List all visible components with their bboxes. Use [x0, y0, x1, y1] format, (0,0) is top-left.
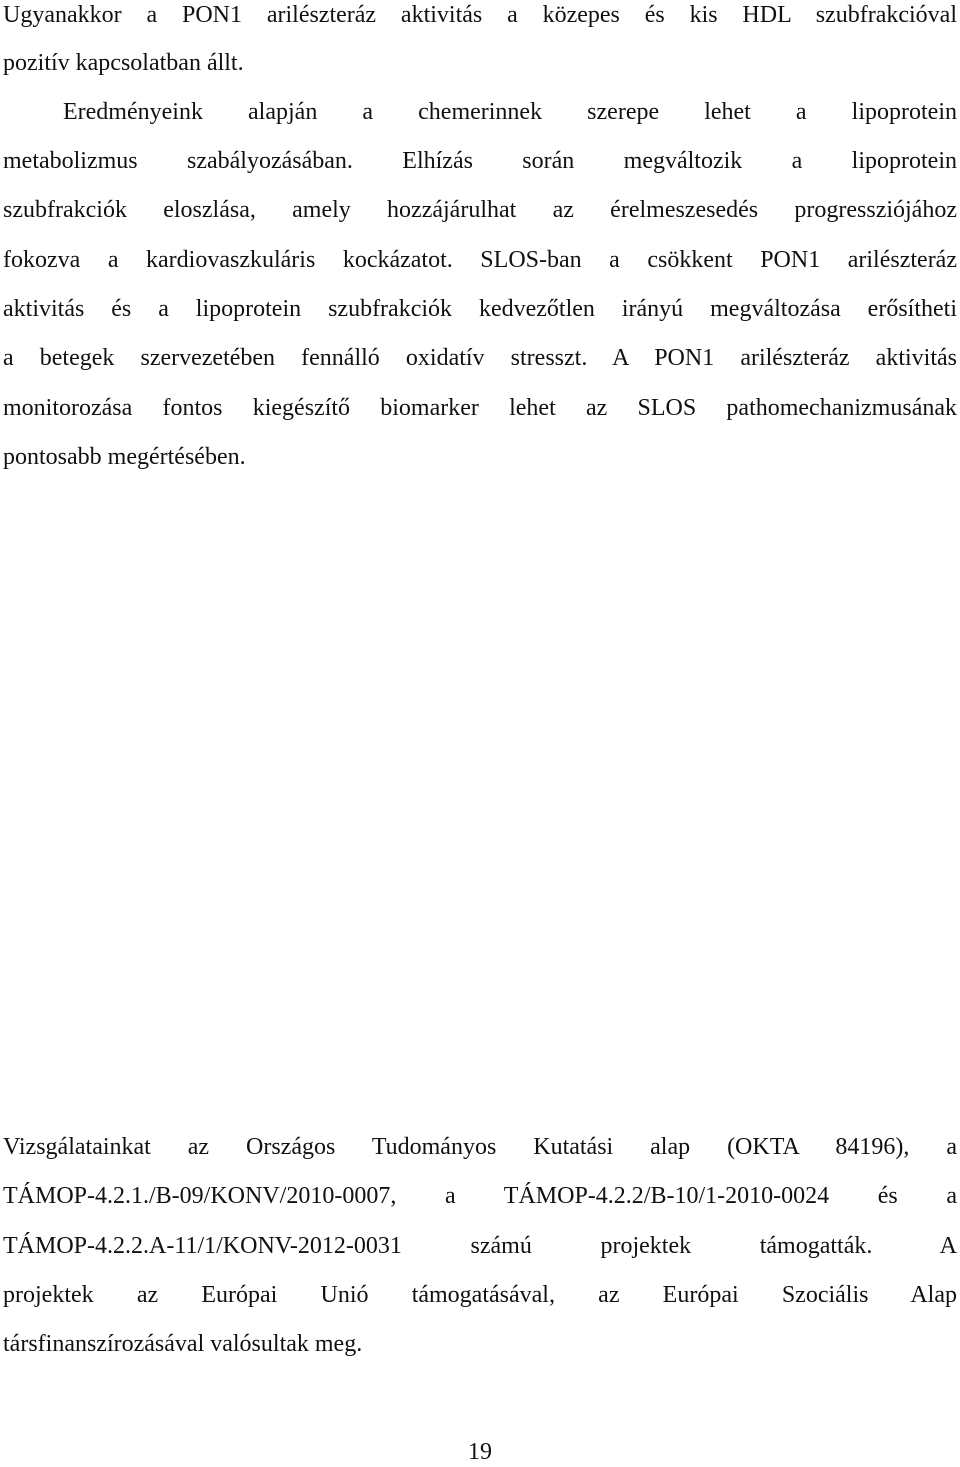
text-line: aktivitás és a lipoprotein szubfrakciók kedvezőtlen irányú megváltozása erősítheti — [3, 296, 957, 322]
text-line: Ugyanakkor a PON1 arilészteráz aktivitás a közepes és kis HDL szubfrakcióval — [3, 2, 957, 28]
text-line: TÁMOP-4.2.2.A-11/1/KONV-2012-0031 számú projektek támogatták. A — [3, 1233, 957, 1259]
text-line: fokozva a kardiovaszkuláris kockázatot. SLOS-ban a csökkent PON1 arilészteráz — [3, 247, 957, 273]
text-line: monitorozása fontos kiegészítő biomarker lehet az SLOS pathomechanizmusának — [3, 395, 957, 421]
text-line: a betegek szervezetében fennálló oxidatív stresszt. A PON1 arilészteráz aktivitás — [3, 345, 957, 371]
page-number: 19 — [468, 1439, 492, 1465]
text-line: társfinanszírozásával valósultak meg. — [3, 1331, 363, 1357]
text-line: metabolizmus szabályozásában. Elhízás során megváltozik a lipoprotein — [3, 148, 957, 174]
text-line: pozitív kapcsolatban állt. — [3, 50, 244, 76]
text-line: TÁMOP-4.2.1./B-09/KONV/2010-0007, a TÁMOP-4.2.2/B-10/1-2010-0024 és a — [3, 1183, 957, 1209]
text-line: projektek az Európai Unió támogatásával, az Európai Szociális Alap — [3, 1282, 957, 1308]
text-line: szubfrakciók eloszlása, amely hozzájárulhat az érelmeszesedés progressziójához — [3, 197, 957, 223]
text-line: Vizsgálatainkat az Országos Tudományos Kutatási alap (OKTA 84196), a — [3, 1134, 957, 1160]
text-line: pontosabb megértésében. — [3, 444, 246, 470]
text-line: Eredményeink alapján a chemerinnek szerepe lehet a lipoprotein — [63, 99, 957, 125]
